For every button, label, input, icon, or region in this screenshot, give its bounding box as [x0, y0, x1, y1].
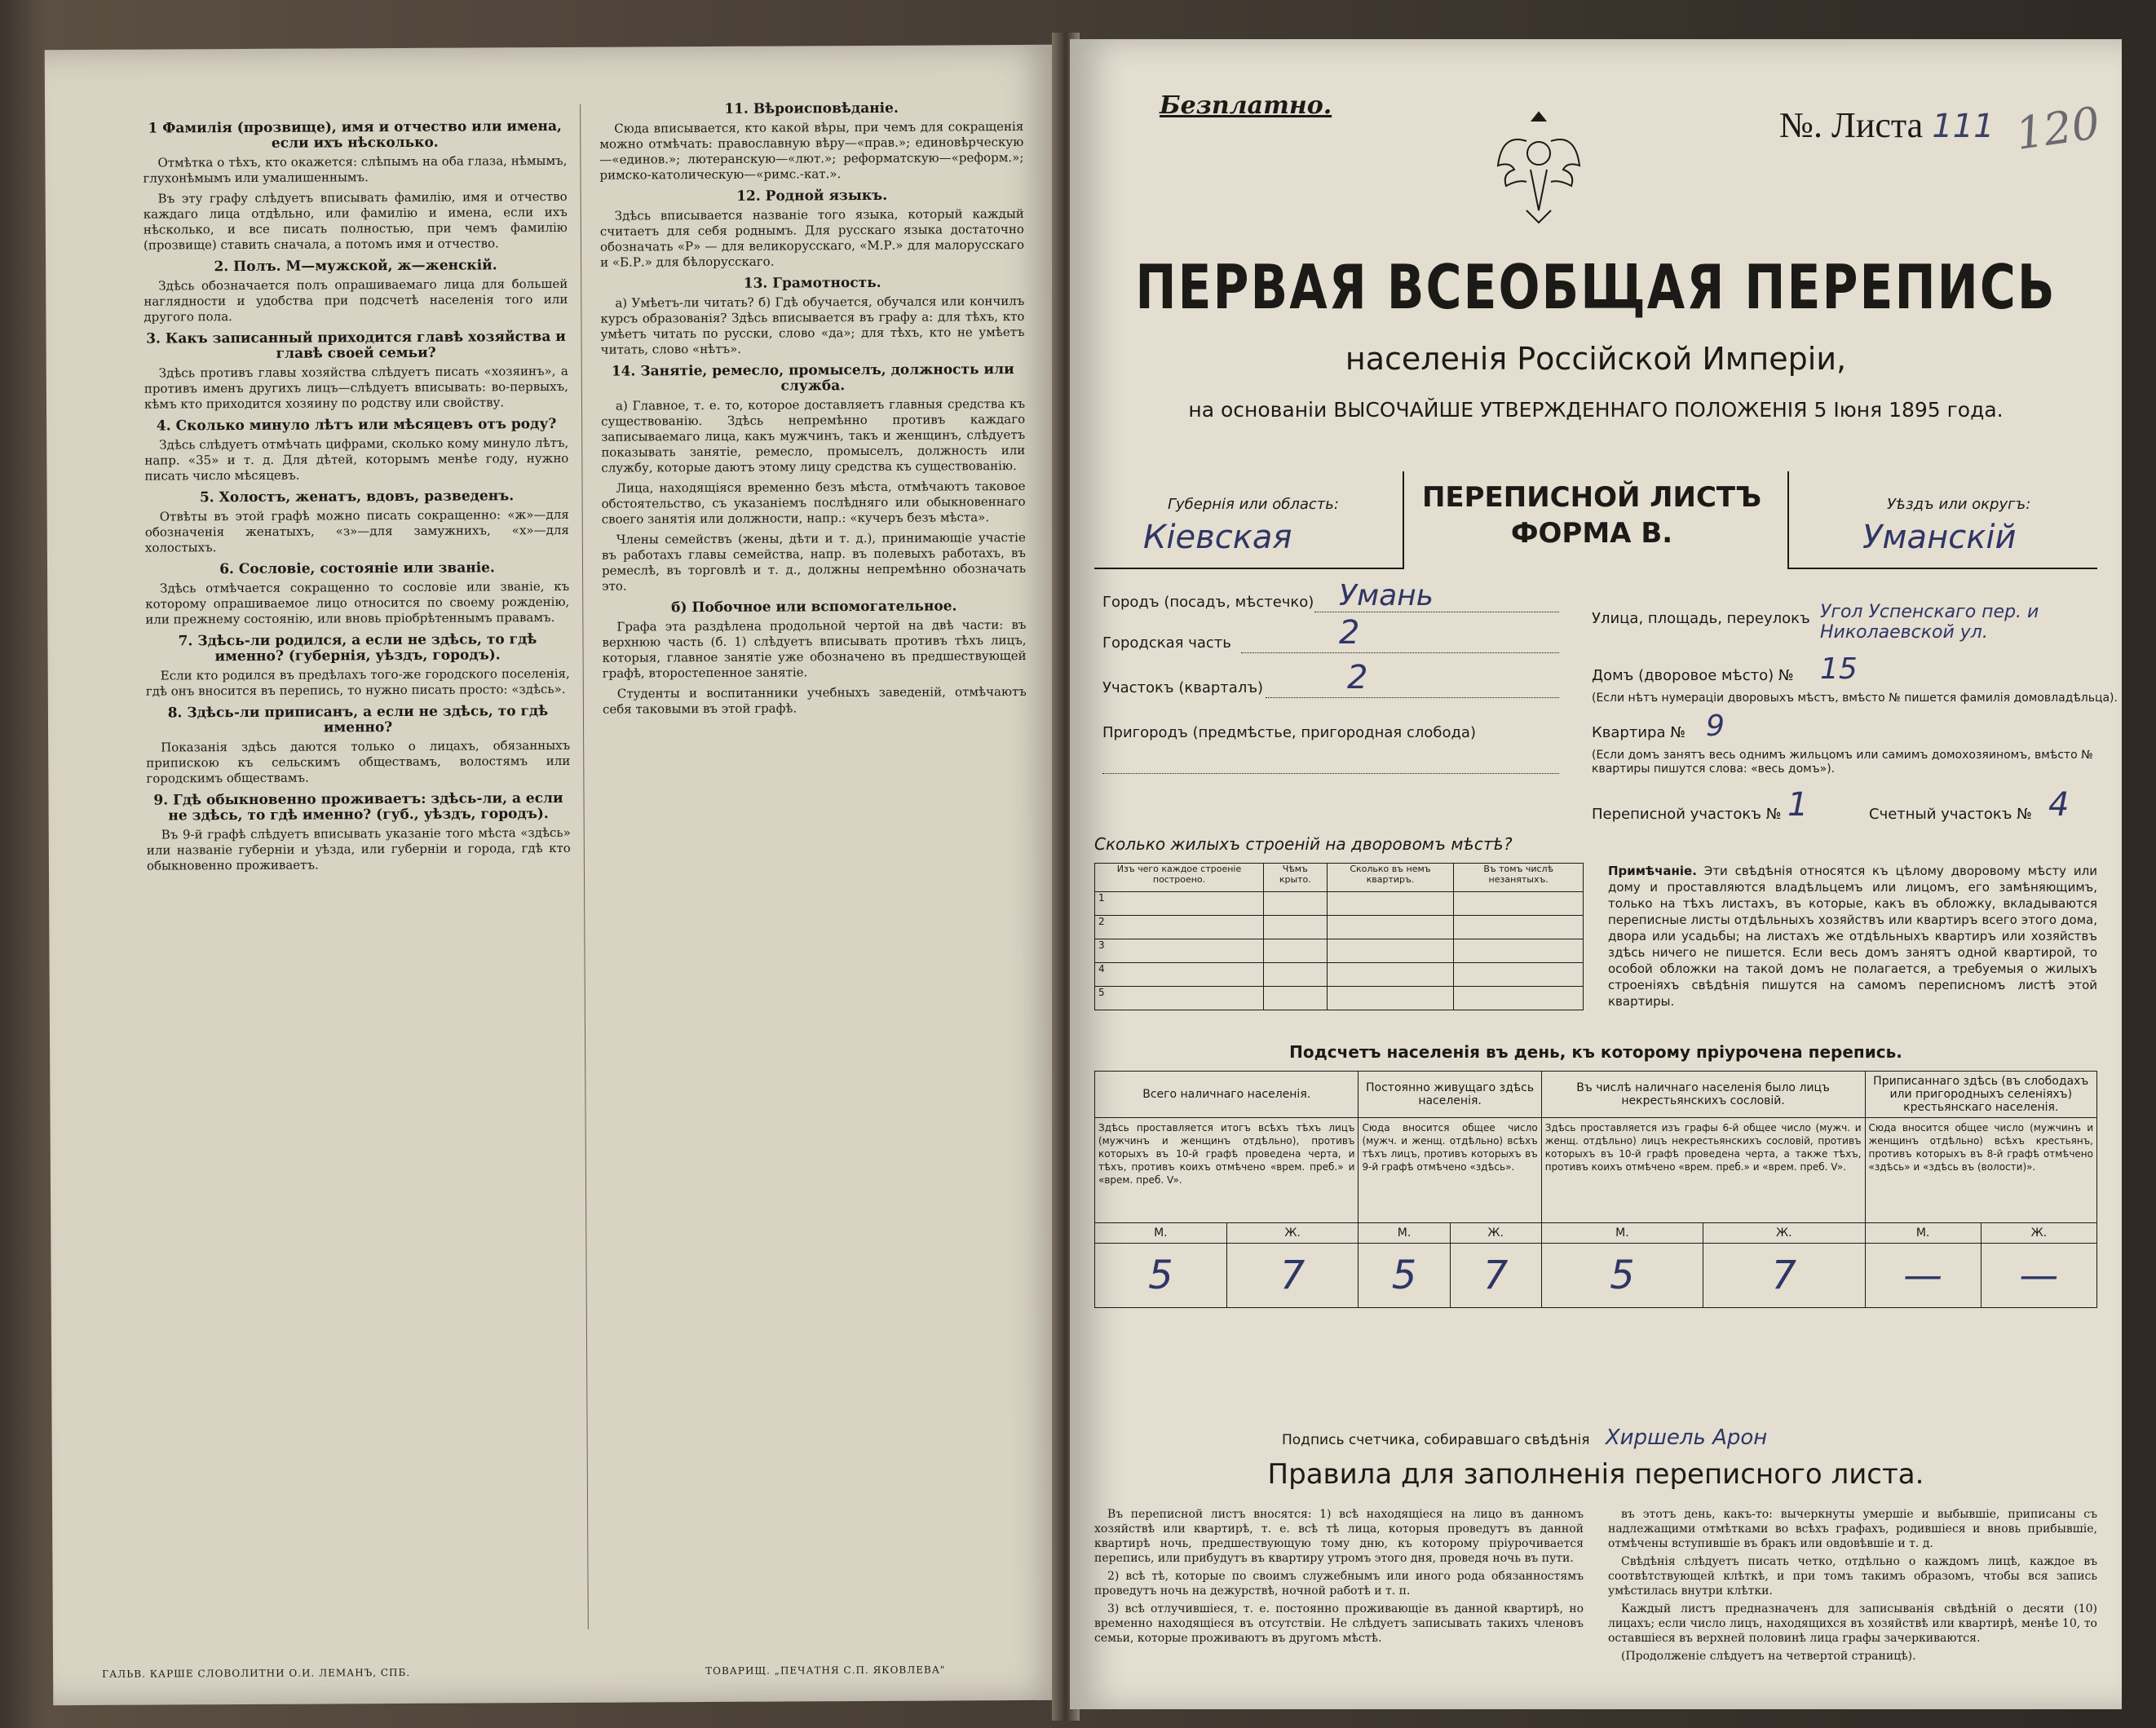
section-heading: 2. Полъ. М—мужской, ж—женскій.	[214, 257, 497, 276]
signature-value: Хиршель Арон	[1605, 1425, 1768, 1450]
rules-column-2	[1608, 1507, 2097, 1667]
section-heading: 8. Здѣсь-ли приписанъ, а если не здѣсь, то гдѣ именно?	[167, 703, 549, 736]
counting-section-label: Счетный участокъ №	[1869, 806, 2032, 823]
province-label: Губернія или область:	[1168, 496, 1339, 513]
city-part-value: 2	[1339, 614, 1360, 652]
sex-label: М.	[1865, 1223, 1981, 1244]
sex-label: М.	[1359, 1223, 1450, 1244]
note-text: Эти свѣдѣнія относятся къ цѣлому дворовому мѣсту или дому и проставляются владѣльцемъ или лицомъ, его замѣняющимъ, только на тѣхъ листахъ, въ которые, какъ въ обложку, вкладываются переписные листы отдѣльныхъ хозяйствъ или квартиръ всего этого дома, двора или усадьбы; на листахъ же отдѣльныхъ квартиръ или хозяйствъ здѣсь ничего не пишется. Если весь домъ занятъ одной квартирой, то особой обложки на такой домъ не полагается, а требуемыя о жилыхъ строеніяхъ свѣдѣнія пишутся на самомъ переписномъ листѣ этой квартиры.	[1608, 864, 2097, 1009]
rule-paragraph: Свѣдѣнія слѣдуетъ писать четко, отдѣльно о каждомъ лицѣ, каждое въ соотвѣтствующей клѣткѣ, и при томъ такимъ образомъ, чтобы вся запись умѣстилась внутри клѣтки.	[1608, 1555, 2097, 1598]
house-value: 15	[1820, 652, 1858, 686]
suburb-label: Пригородъ (предмѣстье, пригородная слобода)	[1102, 724, 1476, 741]
count-value: 5	[1095, 1244, 1227, 1308]
instructions-column-1	[143, 113, 571, 879]
cell	[1327, 939, 1454, 963]
form-title-line2: ФОРМА В.	[1510, 517, 1673, 550]
street-value: Угол Успенскаго пер. и Николаевской ул.	[1820, 602, 2039, 643]
section-text: Въ 9-й графѣ слѣдуетъ вписывать указаніе того мѣста «здѣсь» или названіе губерніи и уѣзда, или губерніи и города, гдѣ кто обыкновенно проживаетъ.	[146, 824, 571, 873]
province-value: Кіевская	[1143, 519, 1292, 556]
section-heading: 4. Сколько минуло лѣтъ или мѣсяцевъ отъ роду?	[156, 415, 557, 435]
section-text: Отвѣты въ этой графѣ можно писать сокращенно: «ж»—для обозначенія женатыхъ, «з»—для замужнихъ, «х»—для холостыхъ.	[144, 506, 569, 555]
count-value-row	[1095, 1244, 2097, 1308]
buildings-header-vacant: Въ томъ числѣ незанятыхъ.	[1454, 864, 1584, 892]
count-value: 7	[1703, 1244, 1865, 1308]
signature-label: Подпись счетчика, собиравшаго свѣдѣнія	[1282, 1432, 1590, 1448]
form-title	[1412, 480, 1771, 551]
count-header-non-peasant: Въ числѣ наличнаго населенія было лицъ некрестьянскихъ сословій.	[1541, 1072, 1865, 1118]
buildings-header-material: Изъ чего каждое строеніе построено.	[1095, 864, 1264, 892]
rule-paragraph: 2) всѣ тѣ, которые по своимъ служебнымъ или иного рода обязанностямъ проведутъ ночь на дежурствѣ, ночной работѣ и т. п.	[1094, 1570, 1584, 1598]
apartment-note: (Если домъ занятъ весь однимъ жильцомъ или самимъ домохозяиномъ, вмѣсто № квартиры пишутся слова: «весь домъ»).	[1592, 749, 2093, 776]
section-heading: 9. Гдѣ обыкновенно проживаетъ: здѣсь-ли, а если не здѣсь, то гдѣ именно? (губ., уѣздъ, городъ).	[153, 789, 563, 824]
rule-paragraph: 3) всѣ отлучившіеся, т. е. постоянно проживающіе въ данной квартирѣ, но временно находящіеся въ отсутствіи. Не слѣдуетъ записывать такихъ членовъ семьи, которые проживаютъ въ другомъ мѣстѣ.	[1094, 1602, 1584, 1645]
rules-column-1	[1094, 1507, 1584, 1649]
cell	[1327, 963, 1454, 987]
enumerator-signature	[1282, 1425, 1767, 1450]
city-label: Городъ (посадъ, мѣстечко)	[1102, 594, 1314, 611]
apartment-label: Квартира №	[1592, 724, 1685, 741]
count-desc-non-peasant: Здѣсь проставляется изъ графы 6-й общее число (мужч. и женщ. отдѣльно) лицъ некрестьянскихъ сословій, противъ которыхъ въ 10-й графѣ проведена черта, а также тѣхъ, противъ коихъ отмѣчено «врем. преб.» и «врем. преб. V».	[1541, 1118, 1865, 1223]
buildings-table	[1094, 863, 1584, 1010]
table-row	[1095, 916, 1584, 939]
row-number: 1	[1095, 892, 1264, 916]
buildings-header-row	[1095, 864, 1584, 892]
printer-footer-left: ГАЛЬВ. КАРШЕ СЛОВОЛИТНИ О.И. ЛЕМАНЪ, СПБ.	[102, 1666, 411, 1680]
instructions-column-2	[599, 94, 1027, 723]
section-heading: 5. Холостъ, женатъ, вдовъ, разведенъ.	[199, 488, 515, 506]
row-number: 2	[1095, 916, 1264, 939]
section-underline	[1266, 697, 1559, 698]
cell	[1327, 892, 1454, 916]
house-note: (Если нѣтъ нумераціи дворовыхъ мѣстъ, вмѣсто № пишется фамилія домовладѣльца).	[1592, 692, 2118, 705]
section-heading: 7. Здѣсь-ли родился, а если не здѣсь, то гдѣ именно? (губернія, уѣздъ, городъ).	[178, 631, 537, 665]
sex-label: Ж.	[1703, 1223, 1865, 1244]
sex-label: Ж.	[1450, 1223, 1541, 1244]
buildings-note	[1608, 863, 2097, 1010]
census-subtitle: населенія Россійской Имперіи,	[1345, 341, 1847, 377]
count-value: 7	[1450, 1244, 1541, 1308]
section-text: Графа эта раздѣлена продольной чертой на двѣ части: въ верхнюю часть (б. 1) слѣдуетъ вписывать противъ тѣхъ лицъ, которыя, главное занятіе уже обозначено въ предшествующей графѣ, второстепенное занятіе.	[602, 617, 1027, 681]
sex-label: М.	[1541, 1223, 1703, 1244]
table-row	[1095, 963, 1584, 987]
street-label: Улица, площадь, переулокъ	[1592, 610, 1810, 627]
section-heading: 1 Фамилія (прозвище), имя и отчество или имена, если ихъ нѣсколько.	[148, 117, 562, 152]
section-value: 2	[1347, 659, 1368, 696]
cell	[1264, 892, 1328, 916]
section-text: Показанія здѣсь даются только о лицахъ, обязанныхъ припискою къ сельскимъ обществамъ, волостямъ или городскимъ обществамъ.	[146, 737, 571, 786]
count-header-peasant: Приписаннаго здѣсь (въ слободахъ или пригородныхъ селеніяхъ) крестьянскаго населенія.	[1865, 1072, 2097, 1118]
count-value: 7	[1226, 1244, 1359, 1308]
count-header-present: Всего наличнаго населенія.	[1095, 1072, 1359, 1118]
suburb-underline	[1102, 773, 1559, 774]
buildings-question: Сколько жилыхъ строеній на дворовомъ мѣстѣ?	[1094, 834, 1513, 854]
section-text: Лица, находящіяся временно безъ мѣста, отмѣчаютъ таковое обстоятельство, съ указаніемъ послѣдняго или обыкновеннаго своего занятія или должности, напр.: «кучеръ безъ мѣста».	[601, 478, 1026, 527]
section-label: Участокъ (кварталъ)	[1102, 679, 1264, 696]
right-page-census-form	[1070, 39, 2122, 1709]
section-text: Члены семействъ (жены, дѣти и т. д.), принимающіе участіе въ работахъ главы семейства, напр. въ полевыхъ работахъ, въ ремеслѣ, въ торговлѣ и т. д., должны непремѣнно обозначать это.	[601, 529, 1027, 594]
section-heading: 14. Занятіе, ремесло, промыселъ, должность или служба.	[611, 361, 1014, 395]
count-value: —	[1865, 1244, 1981, 1308]
census-section-label: Переписной участокъ №	[1592, 806, 1782, 823]
section-heading: 3. Какъ записанный приходится главѣ хозяйства и главѣ своей семьи?	[146, 328, 566, 362]
form-title-line1: ПЕРЕПИСНОЙ ЛИСТЪ	[1421, 481, 1762, 514]
left-page-instructions	[45, 45, 1069, 1705]
counting-section-value: 4	[2048, 786, 2070, 824]
section-heading: б) Побочное или вспомогательное.	[671, 598, 957, 617]
count-sex-row	[1095, 1223, 2097, 1244]
row-number: 4	[1095, 963, 1264, 987]
cell	[1264, 916, 1328, 939]
district-box	[1787, 471, 2097, 569]
table-row	[1095, 987, 1584, 1010]
count-value: 5	[1541, 1244, 1703, 1308]
district-label: Уѣздъ или округъ:	[1887, 496, 2031, 513]
archive-page-number: 120	[2012, 97, 2103, 160]
cell	[1454, 963, 1584, 987]
rule-paragraph: (Продолженіе слѣдуетъ на четвертой страницѣ).	[1621, 1650, 1916, 1663]
section-heading: 11. Вѣроисповѣданіе.	[724, 99, 899, 117]
rule-paragraph: Въ переписной листъ вносятся: 1) всѣ находящіеся на лицо въ данномъ хозяйствѣ или квартирѣ, т. е. всѣ тѣ лица, которыя проведутъ въ данной квартирѣ ночь, предшествующую тому дню, къ которому пріурочивается перепись, или прибудутъ въ квартиру утромъ этого дня, проведя ночь въ пути.	[1094, 1508, 1584, 1565]
cell	[1327, 987, 1454, 1010]
cell	[1454, 916, 1584, 939]
population-count-title: Подсчетъ населенія въ день, къ которому пріурочена перепись.	[1289, 1042, 1902, 1062]
rule-paragraph: въ этотъ день, какъ-то: вычеркнуты умершіе и выбывшіе, приписаны съ надлежащими отмѣтками во всѣхъ графахъ, родившіеся и вновь прибывшіе, отмѣчены вступившіе въ бракъ или овдовѣвшіе и т. д.	[1608, 1508, 2097, 1550]
census-main-title: ПЕРВАЯ ВСЕОБЩАЯ ПЕРЕПИСЬ	[1135, 252, 2057, 324]
cell	[1454, 939, 1584, 963]
count-description-row	[1095, 1118, 2097, 1223]
sex-label: Ж.	[1226, 1223, 1359, 1244]
house-label: Домъ (дворовое мѣсто) №	[1592, 667, 1794, 684]
sheet-number-handwritten: 111	[1932, 108, 1995, 145]
population-count-table	[1094, 1071, 2097, 1308]
free-label: Безплатно.	[1160, 91, 1332, 120]
cell	[1454, 892, 1584, 916]
sex-label: Ж.	[1981, 1223, 2096, 1244]
section-text: Здѣсь обозначается полъ опрашиваемаго лица для большей наглядности и удобства при подсчетѣ населенія того или другого пола.	[144, 276, 568, 325]
section-text: а) Главное, т. е. то, которое доставляетъ главныя средства къ существованію. Здѣсь непремѣнно противъ каждаго записываемаго лица, какъ мужчинъ, такъ и женщинъ, слѣдуетъ показывать занятіе, ремесло, промыселъ, должность или службу, которые даютъ этому лицу средства къ существованію.	[601, 396, 1026, 475]
sheet-number-label: №. Листа	[1779, 105, 1924, 145]
cell	[1327, 916, 1454, 939]
section-text: Если кто родился въ предѣлахъ того-же городского поселенія, гдѣ онъ вносится въ перепись, то нужно писать просто: «здѣсь».	[145, 665, 570, 699]
sex-label: М.	[1095, 1223, 1227, 1244]
census-section-value: 1	[1787, 786, 1809, 824]
sheet-number	[1779, 104, 1995, 146]
count-desc-peasant: Сюда вносится общее число (мужчинъ и женщинъ отдѣльно) всѣхъ крестьянъ, противъ которыхъ въ 8-й графѣ отмѣчено «здѣсь» и «здѣсь въ (волости)».	[1865, 1118, 2097, 1223]
rules-title: Правила для заполненія переписного листа.	[1267, 1458, 1924, 1491]
province-box	[1094, 471, 1404, 569]
section-text: Здѣсь вписывается названіе того языка, который каждый считаетъ для себя роднымъ. Для русскаго языка достаточно обозначать «Р» — для великорусскаго, «М.Р.» для малорусскаго и «Б.Р.» для бѣлорусскаго.	[599, 206, 1025, 270]
section-heading: 6. Сословіе, состояніе или званіе.	[219, 559, 495, 578]
row-number: 3	[1095, 939, 1264, 963]
section-heading: 13. Грамотность.	[743, 274, 881, 292]
buildings-header-apartments: Сколько въ немъ квартиръ.	[1327, 864, 1454, 892]
cell	[1264, 987, 1328, 1010]
city-value: Умань	[1339, 579, 1434, 612]
column-divider	[580, 104, 589, 1629]
section-text: Въ эту графу слѣдуетъ вписывать фамилію, имя и отчество каждаго лица отдѣльно, или фамилію и имена, если ихъ нѣсколько, и все писать полностью, при чемъ фамилію (прозвище) ставить сначала, а потомъ имя и отчество.	[143, 188, 568, 253]
section-heading: 12. Родной языкъ.	[736, 187, 888, 205]
buildings-header-roof: Чѣмъ крыто.	[1264, 864, 1328, 892]
cell	[1264, 963, 1328, 987]
count-value: 5	[1359, 1244, 1450, 1308]
census-legal-basis: на основаніи ВЫСОЧАЙШЕ УТВЕРЖДЕННАГО ПОЛОЖЕНІЯ 5 Іюня 1895 года.	[1188, 398, 2004, 422]
apartment-value: 9	[1706, 709, 1725, 743]
imperial-eagle-emblem	[1494, 104, 1584, 227]
section-text: Отмѣтка о тѣхъ, кто окажется: слѣпымъ на оба глаза, нѣмымъ, глухонѣмымъ или умалишеннымъ.	[143, 152, 568, 186]
section-text: а) Умѣетъ-ли читать? б) Гдѣ обучается, обучался или кончилъ курсъ образованія? Здѣсь вписывается въ графу а: для тѣхъ, кто умѣетъ читать по русски, слово «да»; для тѣхъ, кто не умѣетъ читать, слово «нѣтъ».	[600, 293, 1025, 357]
table-row	[1095, 892, 1584, 916]
section-text: Здѣсь противъ главы хозяйства слѣдуетъ писать «хозяинъ», а противъ именъ другихъ лицъ—слѣдуетъ вписывать: во-первыхъ, кѣмъ кто приходится хозяину по родству или свойству.	[144, 363, 568, 412]
district-value: Уманскій	[1862, 519, 2017, 556]
city-part-label: Городская часть	[1102, 634, 1231, 652]
count-value: —	[1981, 1244, 2096, 1308]
section-text: Здѣсь отмѣчается сокращенно то сословіе или званіе, къ которому опрашиваемое лицо относится по своему рожденію, или прежнему состоянію, или вновь пріобрѣтеннымъ правамъ.	[145, 578, 570, 627]
section-text: Студенты и воспитанники учебныхъ заведеній, отмѣчаютъ себя таковыми въ этой графѣ.	[602, 683, 1027, 717]
count-header-permanent: Постоянно живущаго здѣсь населенія.	[1359, 1072, 1541, 1118]
section-text: Сюда вписывается, кто какой вѣры, при чемъ для сокращенія можно отмѣчать: православную вѣру—«прав.»; единовѣрческую—«единов.»; лютеранскую—«лют.»; реформатскую—«реформ.»; римско-католическую—«римс.-кат.».	[599, 118, 1024, 183]
count-desc-present: Здѣсь проставляется итогъ всѣхъ тѣхъ лицъ (мужчинъ и женщинъ отдѣльно), противъ которыхъ въ 10-й графѣ проведена черта, и тѣхъ, противъ коихъ отмѣчено «врем. преб.» и «врем. преб. V».	[1095, 1118, 1359, 1223]
table-row	[1095, 939, 1584, 963]
printer-footer-right: ТОВАРИЩ. „ПЕЧАТНЯ С.П. ЯКОВЛЕВА"	[705, 1664, 946, 1677]
city-part-underline	[1241, 652, 1559, 653]
cell	[1454, 987, 1584, 1010]
cell	[1264, 939, 1328, 963]
section-text: Здѣсь слѣдуетъ отмѣчать цифрами, сколько кому минуло лѣтъ, напр. «35» и т. д. Для дѣтей, которымъ менѣе году, нужно писать число мѣсяцевъ.	[144, 435, 569, 484]
note-label: Примѣчаніе.	[1608, 864, 1697, 878]
row-number: 5	[1095, 987, 1264, 1010]
rule-paragraph: Каждый листъ предназначенъ для записыванія свѣдѣній о десяти (10) лицахъ; если число лицъ, находящихся въ хозяйствѣ или квартирѣ, менѣе 10, то оставшіеся въ верхней половинѣ лица графы зачеркиваются.	[1608, 1602, 2097, 1645]
count-header-row	[1095, 1072, 2097, 1118]
count-desc-permanent: Сюда вносится общее число (мужч. и женщ. отдѣльно) всѣхъ тѣхъ лицъ, противъ которыхъ въ 9-й графѣ отмѣчено «здѣсь».	[1359, 1118, 1541, 1223]
